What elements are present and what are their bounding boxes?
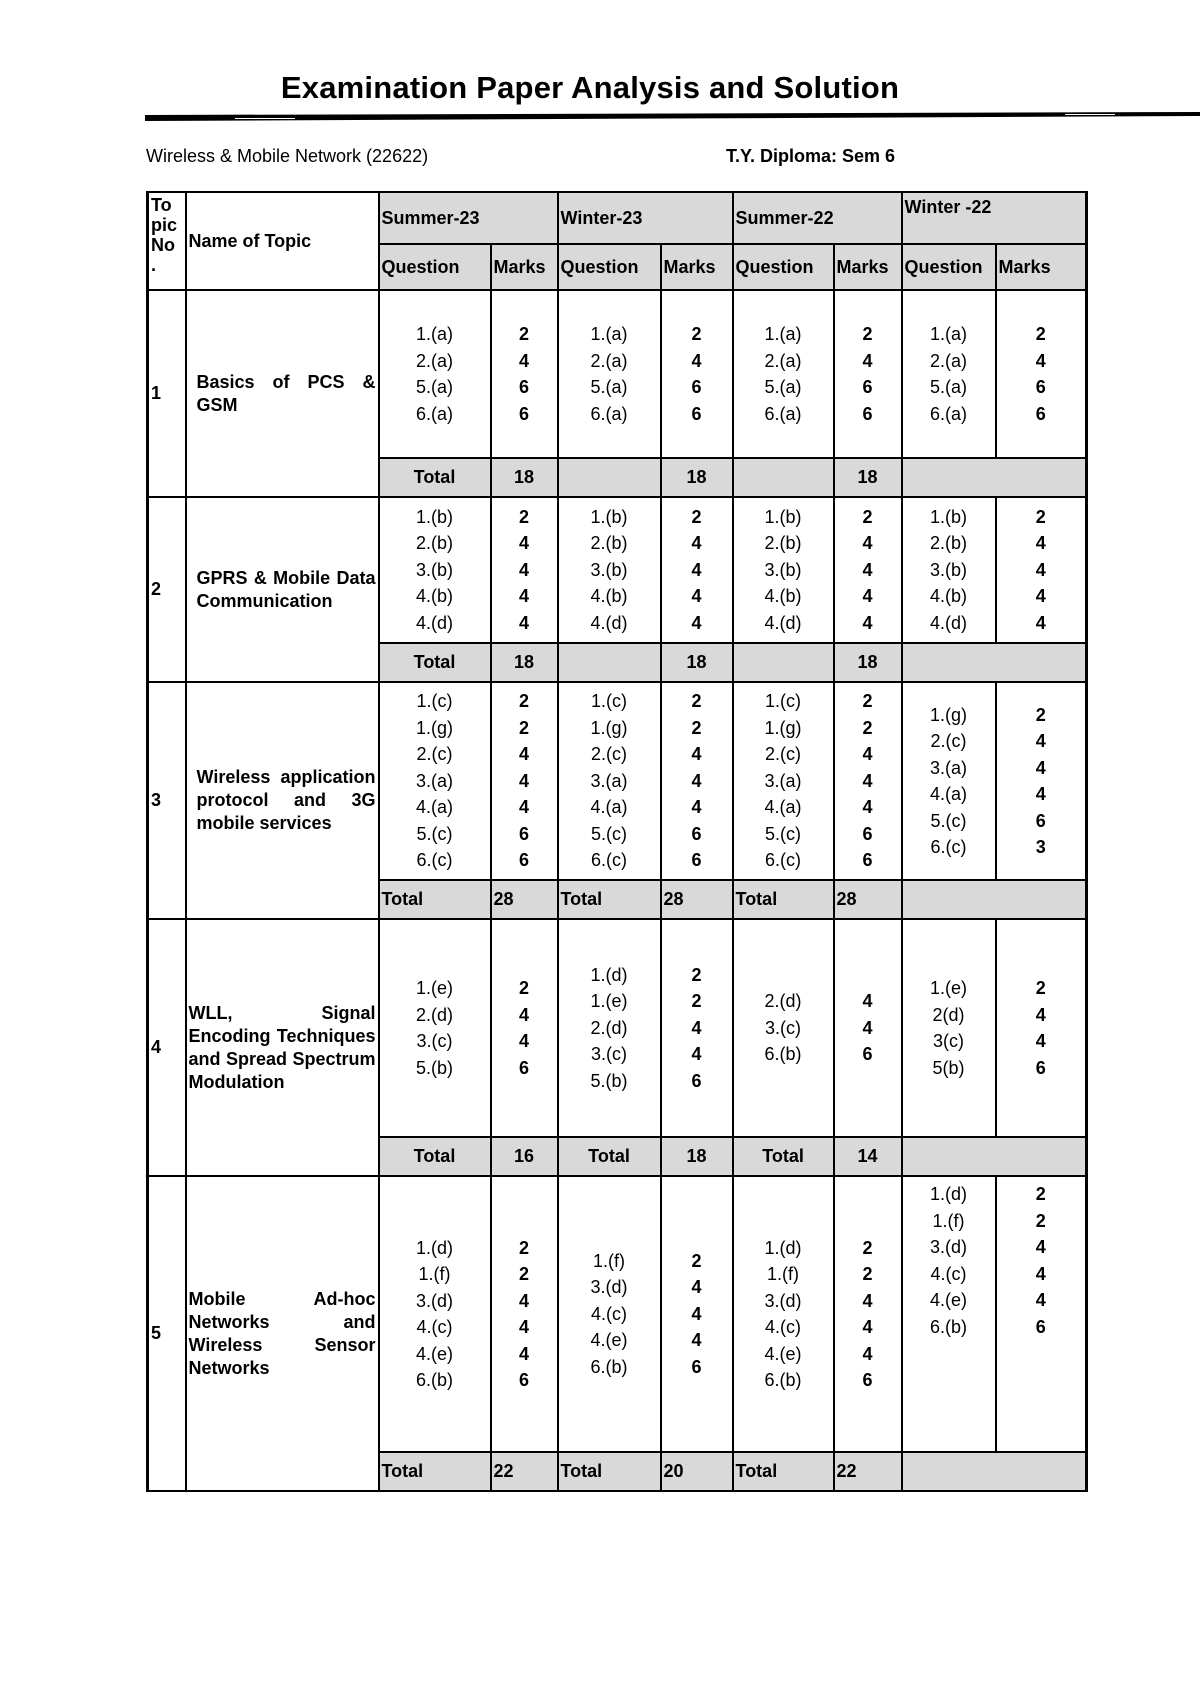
marks-list: 2 2 4 4 4 6 6 [661, 682, 733, 880]
question-list: 1.(e) 2(d) 3(c) 5(b) [902, 919, 996, 1137]
question-list: 1.(d) 1.(f) 3.(d) 4.(c) 4.(e) 6.(b) [733, 1176, 834, 1452]
total-blank [902, 1137, 1087, 1176]
topic-name-header: Name of Topic [186, 192, 379, 290]
marks-list: 2 4 6 6 [834, 290, 902, 458]
question-list: 1.(a) 2.(a) 5.(a) 6.(a) [379, 290, 491, 458]
question-list: 1.(f) 3.(d) 4.(c) 4.(e) 6.(b) [558, 1176, 661, 1452]
marks-list: 4 4 6 [834, 919, 902, 1137]
total-label: Total [558, 1137, 661, 1176]
topic-number: 4 [148, 919, 186, 1176]
topic-name-text: GPRS & Mobile Data Communication [196, 567, 376, 611]
total-label: Total [379, 1452, 491, 1491]
total-label [558, 458, 661, 497]
page-title [0, 70, 1200, 106]
total-marks: 28 [661, 880, 733, 919]
total-label [733, 643, 834, 682]
question-list: 1.(d) 1.(e) 2.(d) 3.(c) 5.(b) [558, 919, 661, 1137]
marks-list: 2 4 6 6 [996, 290, 1087, 458]
total-marks: 28 [834, 880, 902, 919]
total-marks: 28 [491, 880, 558, 919]
total-label: Total [379, 1137, 491, 1176]
marks-list: 2 2 4 4 4 6 [996, 1176, 1087, 1452]
question-list: 1.(b) 2.(b) 3.(b) 4.(b) 4.(d) [733, 497, 834, 643]
topic-name [186, 497, 379, 682]
topic-name-text: Wireless application protocol and 3G mobile services [196, 767, 376, 833]
marks-header: Marks [661, 244, 733, 290]
total-marks: 22 [491, 1452, 558, 1491]
marks-list: 2 4 4 4 4 [491, 497, 558, 643]
topic-number: 2 [148, 497, 186, 682]
total-blank [902, 1452, 1087, 1491]
topic-number: 1 [148, 290, 186, 497]
marks-header: Marks [996, 244, 1087, 290]
topic-name-text: WLL, Signal Encoding Techniques and Spread Spectrum Modulation [188, 1002, 376, 1092]
question-list: 1.(a) 2.(a) 5.(a) 6.(a) [733, 290, 834, 458]
header-row-exams [148, 192, 1087, 244]
topic-no-header [148, 192, 186, 290]
marks-list: 2 2 4 4 4 6 [834, 1176, 902, 1452]
exam-header-summer-22: Summer-22 [733, 192, 902, 244]
marks-header: Marks [491, 244, 558, 290]
total-marks: 14 [834, 1137, 902, 1176]
marks-list: 2 4 4 4 6 [661, 1176, 733, 1452]
question-list: 1.(a) 2.(a) 5.(a) 6.(a) [902, 290, 996, 458]
total-marks: 18 [491, 643, 558, 682]
marks-list: 2 4 6 6 [661, 290, 733, 458]
exam-header-summer-23: Summer-23 [379, 192, 558, 244]
total-marks: 22 [834, 1452, 902, 1491]
marks-list: 2 4 4 6 [491, 919, 558, 1137]
total-marks: 18 [834, 643, 902, 682]
marks-list: 2 4 4 4 4 [661, 497, 733, 643]
question-list: 1.(d) 1.(f) 3.(d) 4.(c) 4.(e) 6.(b) [902, 1176, 996, 1452]
topic-name [186, 919, 379, 1176]
marks-list: 2 4 4 4 4 [996, 497, 1087, 643]
marks-header: Marks [834, 244, 902, 290]
question-list: 1.(a) 2.(a) 5.(a) 6.(a) [558, 290, 661, 458]
question-list: 1.(g) 2.(c) 3.(a) 4.(a) 5.(c) 6.(c) [902, 682, 996, 880]
question-list: 1.(d) 1.(f) 3.(d) 4.(c) 4.(e) 6.(b) [379, 1176, 491, 1452]
total-blank [902, 643, 1087, 682]
total-marks: 18 [661, 458, 733, 497]
total-marks: 18 [661, 1137, 733, 1176]
marks-list: 2 4 4 4 6 3 [996, 682, 1087, 880]
question-list: 1.(c) 1.(g) 2.(c) 3.(a) 4.(a) 5.(c) 6.(c) [379, 682, 491, 880]
course-name: T.Y. Diploma: Sem 6 [726, 146, 896, 166]
marks-list: 2 2 4 4 6 [661, 919, 733, 1137]
total-label: Total [379, 880, 491, 919]
total-label: Total [558, 1452, 661, 1491]
topic-name [186, 682, 379, 919]
topic-row [148, 497, 1087, 643]
marks-list: 2 4 6 6 [491, 290, 558, 458]
marks-list: 2 2 4 4 4 6 [491, 1176, 558, 1452]
total-label [558, 643, 661, 682]
total-label: Total [379, 458, 491, 497]
topic-row [148, 682, 1087, 880]
title-text: Examination Paper Analysis and Solution [280, 70, 900, 105]
topic-name [186, 1176, 379, 1491]
question-list: 1.(b) 2.(b) 3.(b) 4.(b) 4.(d) [379, 497, 491, 643]
total-marks: 18 [834, 458, 902, 497]
question-list: 1.(c) 1.(g) 2.(c) 3.(a) 4.(a) 5.(c) 6.(c) [558, 682, 661, 880]
total-blank [902, 458, 1087, 497]
title-underline [145, 112, 1200, 122]
question-header: Question [733, 244, 834, 290]
question-header: Question [902, 244, 996, 290]
total-marks: 18 [661, 643, 733, 682]
question-header: Question [558, 244, 661, 290]
question-header: Question [379, 244, 491, 290]
marks-list: 2 2 4 4 4 6 6 [834, 682, 902, 880]
marks-list: 2 4 4 6 [996, 919, 1087, 1137]
topic-row [148, 919, 1087, 1137]
exam-header-winter-23: Winter-23 [558, 192, 733, 244]
topic-row [148, 290, 1087, 458]
total-marks: 18 [491, 458, 558, 497]
total-label: Total [379, 643, 491, 682]
topic-row [148, 1176, 1087, 1452]
topic-number: 3 [148, 682, 186, 919]
total-label: Total [733, 1137, 834, 1176]
total-label [733, 458, 834, 497]
topic-number: 5 [148, 1176, 186, 1491]
question-list: 1.(e) 2.(d) 3.(c) 5.(b) [379, 919, 491, 1137]
topic-analysis-table [146, 191, 1088, 1492]
topic-no-header-text: To pic No . [151, 195, 178, 275]
total-label: Total [733, 1452, 834, 1491]
question-list: 1.(b) 2.(b) 3.(b) 4.(b) 4.(d) [902, 497, 996, 643]
total-marks: 20 [661, 1452, 733, 1491]
exam-header-winter-22: Winter -22 [902, 192, 1087, 244]
subject-name: Wireless & Mobile Network (22622) [146, 146, 429, 166]
total-marks: 16 [491, 1137, 558, 1176]
topic-name-text: Basics of PCS & GSM [196, 371, 376, 415]
topic-name [186, 290, 379, 497]
total-label: Total [558, 880, 661, 919]
total-blank [902, 880, 1087, 919]
question-list: 1.(b) 2.(b) 3.(b) 4.(b) 4.(d) [558, 497, 661, 643]
question-list: 1.(c) 1.(g) 2.(c) 3.(a) 4.(a) 5.(c) 6.(c) [733, 682, 834, 880]
total-label: Total [733, 880, 834, 919]
marks-list: 2 4 4 4 4 [834, 497, 902, 643]
topic-name-text: Mobile Ad-hoc Networks and Wireless Sensor Networks [188, 1288, 376, 1378]
question-list: 2.(d) 3.(c) 6.(b) [733, 919, 834, 1137]
marks-list: 2 2 4 4 4 6 6 [491, 682, 558, 880]
